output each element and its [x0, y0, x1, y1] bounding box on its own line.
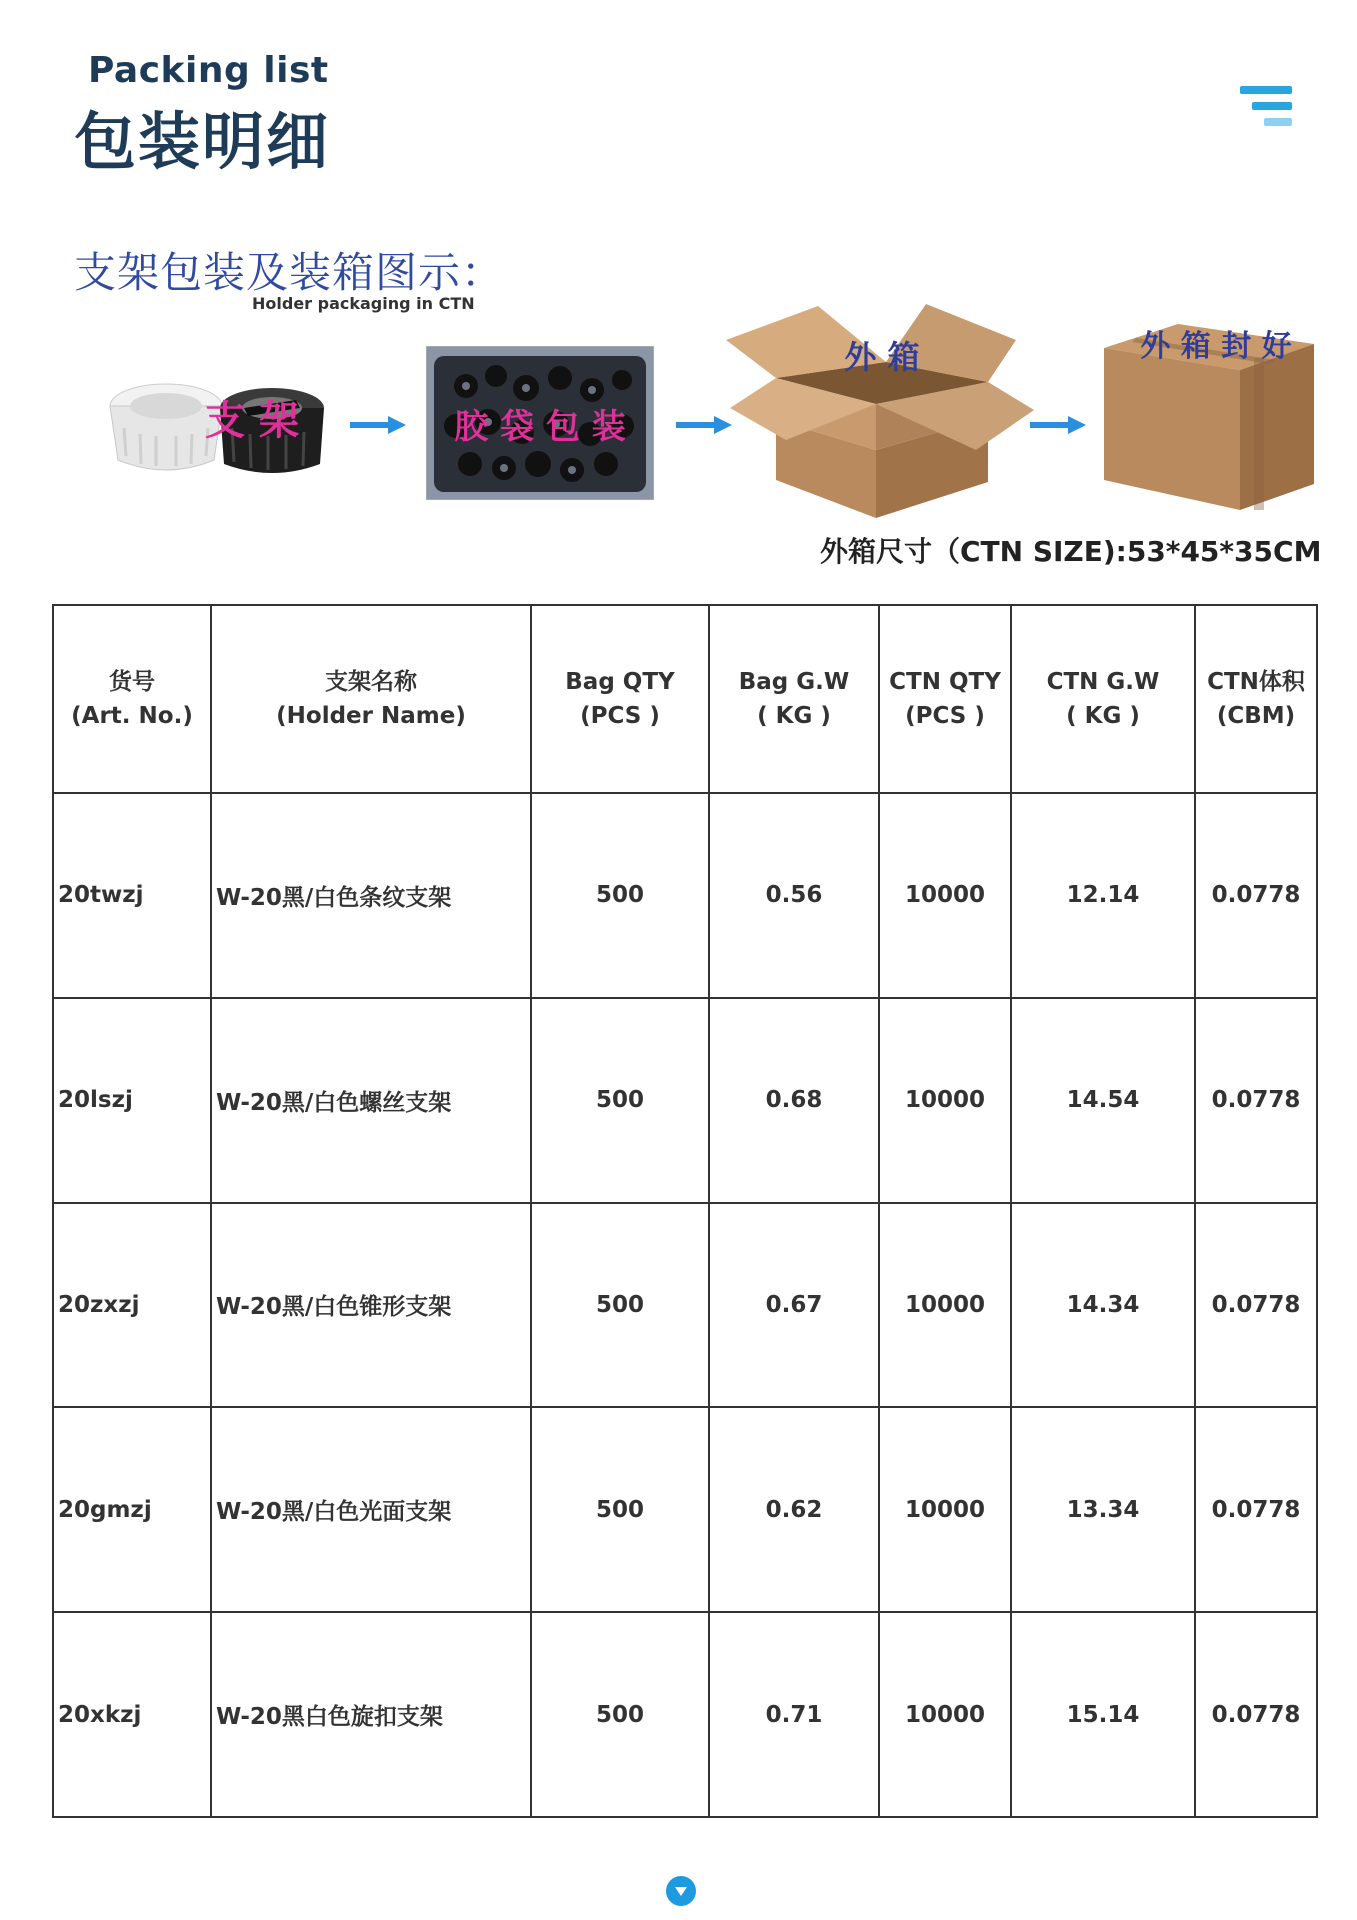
cell-bag-qty: 500 [531, 1407, 709, 1612]
cell-holder-name: W-20黑/白色光面支架 [211, 1407, 531, 1612]
sealed-box-label: 外 箱 封 好 [1140, 329, 1292, 364]
cell-bag-qty: 500 [531, 998, 709, 1203]
cell-ctn-gw: 13.34 [1011, 1407, 1195, 1612]
cell-ctn-cbm: 0.0778 [1195, 998, 1317, 1203]
bag-label: 胶 袋 包 装 [454, 407, 626, 447]
cell-holder-name: W-20黑/白色条纹支架 [211, 793, 531, 998]
cell-art-no: 20gmzj [53, 1407, 211, 1612]
cell-ctn-qty: 10000 [879, 1407, 1011, 1612]
header-ctn-qty: CTN QTY (PCS ) [879, 605, 1011, 793]
cell-art-no: 20zxzj [53, 1203, 211, 1408]
header-bag-gw: Bag G.W ( KG ) [709, 605, 879, 793]
table-row [53, 1407, 1317, 1612]
header-title-en: Packing list [88, 50, 329, 91]
cell-bag-gw: 0.71 [709, 1612, 879, 1817]
cell-bag-gw: 0.68 [709, 998, 879, 1203]
ctn-size-text: 外箱尺寸（CTN SIZE):53*45*35CM [820, 535, 1322, 568]
header-holder-name: 支架名称 (Holder Name) [211, 605, 531, 793]
menu-lines-icon[interactable] [1240, 86, 1292, 130]
cell-ctn-cbm: 0.0778 [1195, 1407, 1317, 1612]
cell-ctn-gw: 14.54 [1011, 998, 1195, 1203]
cell-ctn-gw: 15.14 [1011, 1612, 1195, 1817]
arrow-right-icon [676, 416, 732, 434]
open-box-image [726, 300, 1038, 520]
section-subtitle: Holder packaging in CTN [252, 294, 475, 313]
cell-bag-qty: 500 [531, 793, 709, 998]
holder-label: 支 架 [205, 397, 299, 444]
cell-bag-qty: 500 [531, 1203, 709, 1408]
arrow-right-icon [350, 416, 406, 434]
cell-ctn-cbm: 0.0778 [1195, 793, 1317, 998]
table-row [53, 1203, 1317, 1408]
cell-ctn-qty: 10000 [879, 793, 1011, 998]
cell-bag-gw: 0.67 [709, 1203, 879, 1408]
table-header-row [53, 605, 1317, 793]
table-row [53, 793, 1317, 998]
bag-image [426, 346, 654, 500]
table-row [53, 1612, 1317, 1817]
cell-bag-gw: 0.62 [709, 1407, 879, 1612]
cell-ctn-gw: 12.14 [1011, 793, 1195, 998]
open-box-label: 外 箱 [844, 338, 920, 376]
cell-ctn-qty: 10000 [879, 1203, 1011, 1408]
table-row [53, 998, 1317, 1203]
cell-bag-qty: 500 [531, 1612, 709, 1817]
header-ctn-cbm: CTN体积 (CBM) [1195, 605, 1317, 793]
header-art-no: 货号 (Art. No.) [53, 605, 211, 793]
cell-bag-gw: 0.56 [709, 793, 879, 998]
cell-ctn-gw: 14.34 [1011, 1203, 1195, 1408]
header-ctn-gw: CTN G.W ( KG ) [1011, 605, 1195, 793]
cell-holder-name: W-20黑/白色螺丝支架 [211, 998, 531, 1203]
cell-ctn-cbm: 0.0778 [1195, 1612, 1317, 1817]
chevron-down-circle-icon[interactable] [666, 1876, 696, 1906]
header-title-cn: 包装明细 [74, 105, 331, 178]
cell-ctn-qty: 10000 [879, 1612, 1011, 1817]
header-bag-qty: Bag QTY (PCS ) [531, 605, 709, 793]
holder-image [104, 368, 334, 488]
arrow-right-icon [1030, 416, 1086, 434]
cell-art-no: 20lszj [53, 998, 211, 1203]
packing-table [52, 604, 1318, 1818]
cell-art-no: 20xkzj [53, 1612, 211, 1817]
section-title: 支架包装及装箱图示： [74, 248, 505, 297]
cell-ctn-cbm: 0.0778 [1195, 1203, 1317, 1408]
cell-holder-name: W-20黑/白色锥形支架 [211, 1203, 531, 1408]
cell-art-no: 20twzj [53, 793, 211, 998]
cell-ctn-qty: 10000 [879, 998, 1011, 1203]
sealed-box-image [1100, 318, 1314, 512]
cell-holder-name: W-20黑白色旋扣支架 [211, 1612, 531, 1817]
